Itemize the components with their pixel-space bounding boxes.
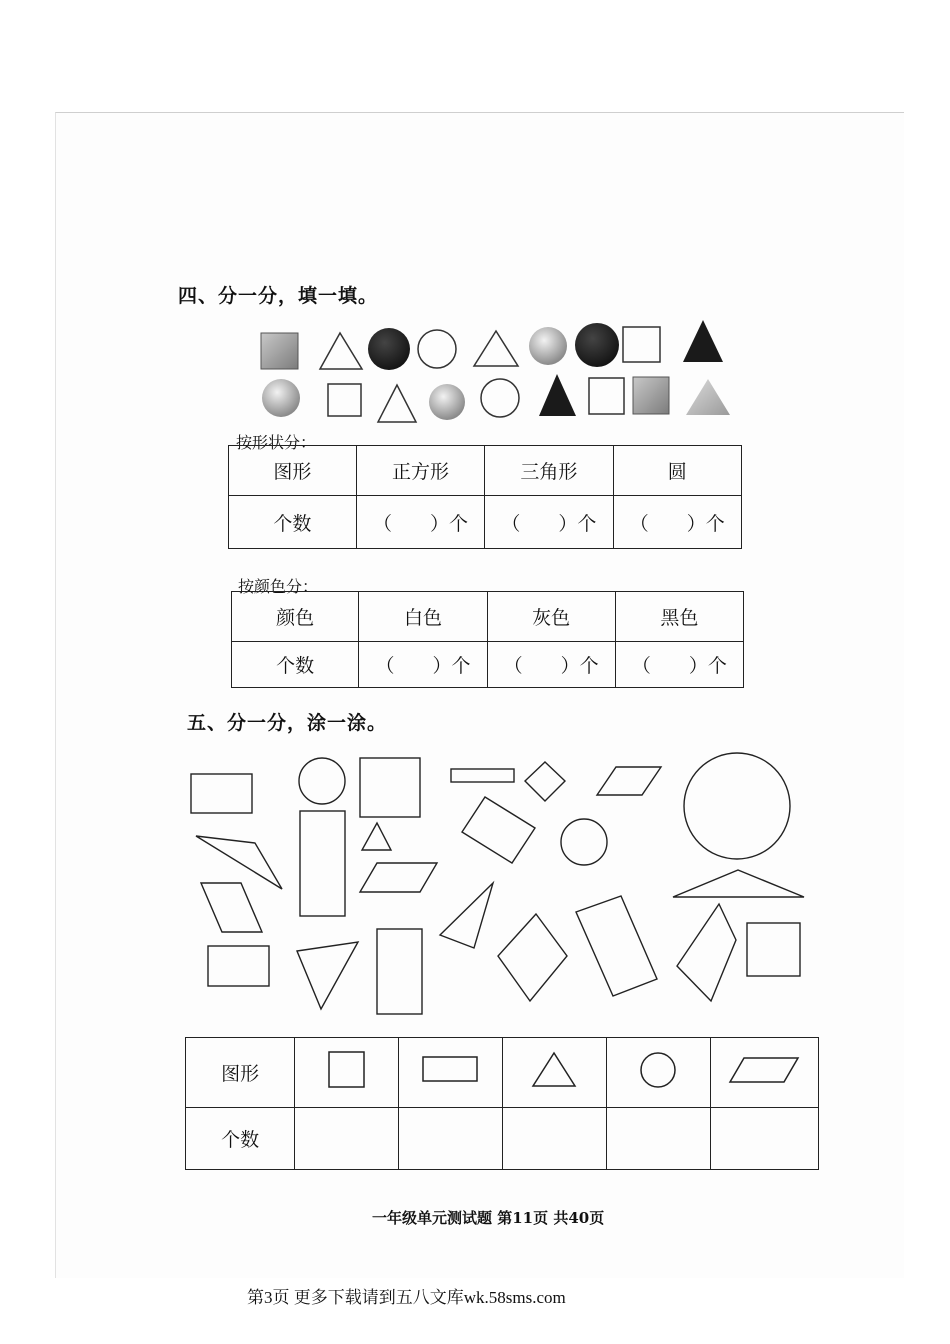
count-blank[interactable] xyxy=(710,1108,818,1170)
shape-count-table xyxy=(185,1037,819,1170)
header-cell: 图形 xyxy=(229,446,357,496)
circle-shape xyxy=(299,758,345,804)
circle-shape xyxy=(684,753,790,859)
rectangle-shape xyxy=(191,774,252,813)
header-cell: 白色 xyxy=(359,592,487,642)
square-shape xyxy=(498,914,567,1001)
count-blank[interactable] xyxy=(398,1108,502,1170)
triangle-icon xyxy=(503,1038,607,1108)
header-cell: 图形 xyxy=(186,1038,295,1108)
by-color-label: 按颜色分： xyxy=(238,577,319,596)
triangle-shape xyxy=(196,836,282,889)
header-cell: 三角形 xyxy=(485,446,613,496)
count-blank[interactable]: （ ）个 xyxy=(613,496,741,549)
section4-title: 四、分一分，填一填。 xyxy=(178,285,379,307)
rectangle-shape xyxy=(300,811,345,916)
header-cell: 颜色 xyxy=(232,592,359,642)
parallelogram-shape xyxy=(360,863,437,892)
header-cell: 圆 xyxy=(613,446,741,496)
circle-icon xyxy=(606,1038,710,1108)
parallelogram-shape xyxy=(597,767,661,795)
count-blank[interactable] xyxy=(606,1108,710,1170)
rectangle-shape xyxy=(462,797,535,863)
header-cell: 正方形 xyxy=(356,446,484,496)
parallelogram-shape xyxy=(677,904,736,1001)
triangle-shape xyxy=(297,942,358,1009)
count-blank[interactable]: （ ）个 xyxy=(359,642,487,688)
site-footer: 第3页 更多下载请到五八文库wk.58sms.com xyxy=(247,1288,566,1307)
circle-shape xyxy=(561,819,607,865)
header-cell: 黑色 xyxy=(615,592,743,642)
header-cell: 灰色 xyxy=(487,592,615,642)
triangle-shape xyxy=(673,870,804,897)
triangle-shape xyxy=(362,823,391,850)
count-blank[interactable]: （ ）个 xyxy=(487,642,615,688)
rectangle-icon xyxy=(398,1038,502,1108)
rectangle-shape xyxy=(377,929,422,1014)
row-label: 个数 xyxy=(232,642,359,688)
rectangle-shape xyxy=(576,896,657,996)
section5-title: 五、分一分，涂一涂。 xyxy=(187,712,388,734)
triangle-shape xyxy=(440,883,493,948)
count-blank[interactable]: （ ）个 xyxy=(356,496,484,549)
page-footer: 一年级单元测试题 第11页 共40页 xyxy=(372,1209,605,1227)
rectangle-shape xyxy=(451,769,514,782)
by-shape-label: 按形状分： xyxy=(236,433,317,452)
parallelogram-icon xyxy=(710,1038,818,1108)
count-blank[interactable]: （ ）个 xyxy=(485,496,613,549)
square-shape xyxy=(747,923,800,976)
parallelogram-shape xyxy=(201,883,262,932)
square-icon xyxy=(295,1038,399,1108)
square-shape xyxy=(360,758,420,817)
square-shape xyxy=(525,762,565,801)
count-blank[interactable]: （ ）个 xyxy=(615,642,743,688)
count-blank[interactable] xyxy=(295,1108,399,1170)
row-label: 个数 xyxy=(186,1108,295,1170)
row-label: 个数 xyxy=(229,496,357,549)
count-blank[interactable] xyxy=(503,1108,607,1170)
rectangle-shape xyxy=(208,946,269,986)
